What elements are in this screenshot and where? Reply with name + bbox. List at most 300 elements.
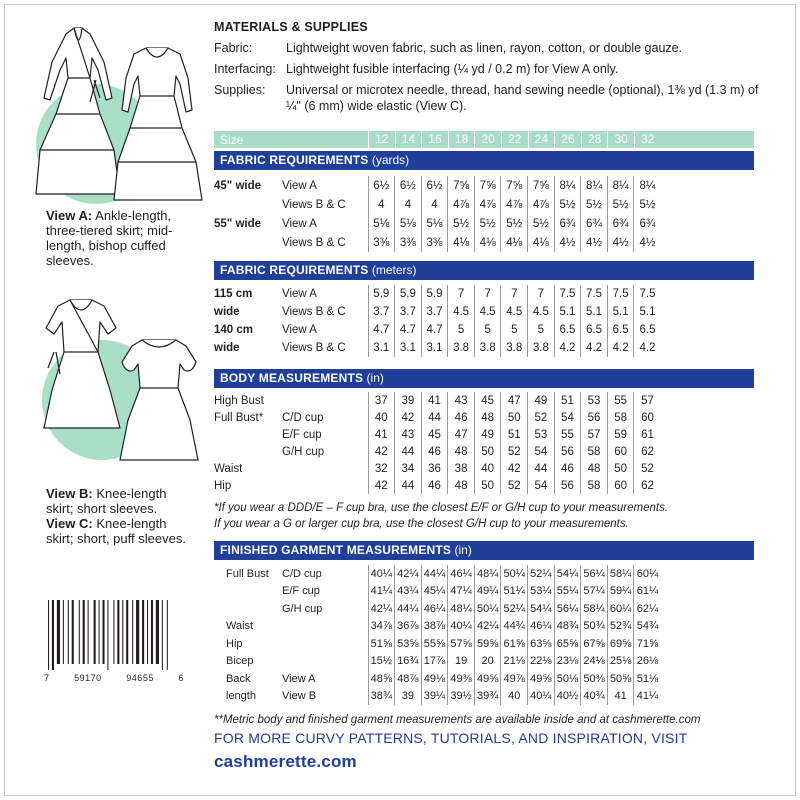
fabric-yards-title	[214, 151, 754, 170]
table-cell: 46	[554, 460, 581, 477]
table-row	[214, 426, 661, 443]
section-title: FABRIC REQUIREMENTS	[220, 153, 369, 167]
row-sublabel: View A	[282, 288, 317, 300]
table-cell: 40¼	[528, 688, 555, 706]
table-cell: 55	[554, 426, 581, 443]
table-cell: 3.1	[368, 339, 395, 357]
size-header-cell: 28	[581, 131, 608, 148]
size-header	[214, 131, 754, 148]
materials-text: Lightweight fusible interfacing (¼ yd / 0.2 m) for View A only.	[286, 62, 619, 76]
table-cell: 5	[528, 321, 555, 339]
barcode-digit-group: 59170	[74, 673, 102, 683]
table-cell: 5⅛	[368, 214, 395, 233]
table-cell: 61⅝	[501, 635, 528, 653]
table-cell: 5½	[607, 195, 634, 214]
table-cell: 54	[528, 443, 555, 460]
row-label: Waist	[226, 620, 254, 633]
row-label: Full Bust	[226, 567, 269, 580]
table-cell: 3.7	[395, 303, 422, 321]
materials-label: Supplies:	[214, 83, 266, 97]
table-cell: 4⅛	[474, 233, 501, 252]
table-cell: 7	[501, 285, 528, 303]
table-cell: 4⅛	[448, 233, 475, 252]
table-cell: 38	[448, 460, 475, 477]
table-cell: 47¼	[448, 583, 475, 601]
table-cell: 24⅛	[581, 653, 608, 671]
table-cell: 3.8	[474, 339, 501, 357]
view-c-title: View C:	[46, 516, 93, 531]
table-cell: 6½	[368, 176, 395, 195]
table-cell: 49⅛	[421, 670, 448, 688]
table-cell: 4.2	[607, 339, 634, 357]
table-cell: 3.8	[528, 339, 555, 357]
size-header-cell: 16	[421, 131, 448, 148]
table-cell: 4½	[634, 233, 661, 252]
table-cell: 40	[501, 688, 528, 706]
table-row	[214, 339, 661, 357]
table-cell: 4½	[554, 233, 581, 252]
row-sublabel: Views B & C	[282, 236, 346, 249]
table-cell: 39½	[448, 688, 475, 706]
materials-interfacing-row	[214, 61, 766, 77]
table-cell: 38¾	[368, 688, 395, 706]
table-cell: 44	[395, 477, 422, 494]
table-cell: 48⅝	[368, 670, 395, 688]
table-cell: 46	[421, 477, 448, 494]
table-cell: 4.5	[528, 303, 555, 321]
table-cell: 5½	[528, 214, 555, 233]
table-cell: 49⅜	[448, 670, 475, 688]
table-cell: 6¾	[554, 214, 581, 233]
cup-note-2: If you wear a G or larger cup bra, use the closest G/H cup to your measurements.	[214, 518, 629, 530]
table-cell: 56¼	[554, 600, 581, 618]
table-cell: 34⅞	[368, 618, 395, 636]
table-cell: 51¼	[501, 583, 528, 601]
table-cell: 4½	[607, 233, 634, 252]
table-cell: 60¼	[634, 565, 661, 583]
table-cell: 49⅝	[474, 670, 501, 688]
table-cell: 43	[448, 392, 475, 409]
table-cell: 3⅜	[368, 233, 395, 252]
row-label: 115 cm	[214, 288, 253, 300]
table-cell: 57	[634, 392, 661, 409]
table-cell: 17⅞	[421, 653, 448, 671]
row-sublabel: G/H cup	[282, 602, 323, 615]
table-cell: 41	[368, 426, 395, 443]
table-cell: 5⅛	[395, 214, 422, 233]
table-cell: 4⅛	[501, 233, 528, 252]
table-cell: 42	[501, 460, 528, 477]
table-row	[214, 176, 661, 195]
table-cell: 5⅛	[421, 214, 448, 233]
table-cell: 42	[368, 443, 395, 460]
barcode-digit-group: 7	[44, 673, 50, 683]
table-cell: 50¾	[581, 618, 608, 636]
table-cell: 37	[368, 392, 395, 409]
size-header-cell: 26	[554, 131, 581, 148]
view-a-text: Ankle-length, three-tiered skirt; mid-length, bishop cuffed sleeves.	[46, 208, 173, 268]
view-a-title: View A:	[46, 208, 93, 223]
table-cell: 53	[528, 426, 555, 443]
row-sublabel: Views B & C	[282, 342, 346, 354]
table-cell: 56	[554, 477, 581, 494]
table-cell: 46¼	[421, 600, 448, 618]
row-label: wide	[214, 342, 240, 354]
view-a-illustration	[30, 18, 206, 210]
table-cell: 61¼	[634, 583, 661, 601]
table-row	[214, 409, 661, 426]
table-cell: 52	[528, 409, 555, 426]
row-sublabel: C/D cup	[282, 411, 324, 424]
table-cell: 51	[501, 426, 528, 443]
table-cell: 4.7	[395, 321, 422, 339]
table-cell: 49	[528, 392, 555, 409]
row-sublabel: Views B & C	[282, 306, 346, 318]
row-sublabel	[282, 618, 368, 636]
table-cell: 62¼	[634, 600, 661, 618]
table-cell: 7	[448, 285, 475, 303]
materials-text: Universal or microtex needle, thread, hand sewing needle (optional), 1⅜ yd (1.3 m) of ¼" (6 mm) wide elastic (View C).	[286, 83, 759, 113]
table-row	[214, 321, 661, 339]
table-cell: 6.5	[554, 321, 581, 339]
table-cell: 6½	[421, 176, 448, 195]
table-cell: 49⅞	[501, 670, 528, 688]
table-cell: 39	[395, 392, 422, 409]
table-cell: 5	[448, 321, 475, 339]
table-cell: 4⅛	[528, 233, 555, 252]
table-cell: 5.9	[368, 285, 395, 303]
table-cell: 55	[607, 392, 634, 409]
table-cell: 19	[448, 653, 475, 671]
table-row	[214, 600, 661, 618]
table-cell: 58¼	[607, 565, 634, 583]
table-cell: 60	[607, 443, 634, 460]
section-unit: (in)	[454, 543, 472, 557]
table-row	[214, 477, 661, 494]
row-sublabel: G/H cup	[282, 445, 325, 458]
table-cell: 40	[368, 409, 395, 426]
table-cell: 58	[581, 443, 608, 460]
table-cell: 16¾	[395, 653, 422, 671]
row-sublabel	[282, 635, 368, 653]
row-label: 55" wide	[214, 217, 261, 230]
table-cell: 69⅝	[607, 635, 634, 653]
barcode-digit-group: 94655	[126, 673, 154, 683]
table-cell: 4.5	[474, 303, 501, 321]
table-cell: 56	[581, 409, 608, 426]
barcode	[48, 600, 182, 670]
body-measurements-title	[214, 369, 754, 388]
table-cell: 7⅝	[448, 176, 475, 195]
table-cell: 5.1	[634, 303, 661, 321]
table-cell: 49¼	[474, 583, 501, 601]
table-cell: 7	[474, 285, 501, 303]
table-cell: 4.2	[554, 339, 581, 357]
table-row	[214, 583, 661, 601]
table-cell: 56¼	[581, 565, 608, 583]
table-row	[214, 392, 661, 409]
table-cell: 48¼	[448, 600, 475, 618]
table-cell: 57⅝	[448, 635, 475, 653]
table-cell: 4.5	[501, 303, 528, 321]
table-cell: 5.1	[607, 303, 634, 321]
table-row	[214, 233, 661, 252]
table-cell: 34	[395, 460, 422, 477]
table-cell: 7.5	[607, 285, 634, 303]
table-cell: 42	[395, 409, 422, 426]
table-cell: 50	[607, 460, 634, 477]
table-cell: 4	[368, 195, 395, 214]
table-cell: 7	[528, 285, 555, 303]
table-cell: 50¼	[501, 565, 528, 583]
size-header-cell: 30	[607, 131, 634, 148]
view-a-description	[46, 208, 196, 268]
materials-fabric-row	[214, 40, 766, 56]
table-cell: 21⅛	[501, 653, 528, 671]
row-sublabel: C/D cup	[282, 567, 322, 580]
table-cell: 63⅝	[528, 635, 555, 653]
table-cell: 59⅝	[474, 635, 501, 653]
table-cell: 54¼	[554, 565, 581, 583]
table-cell: 3⅜	[421, 233, 448, 252]
table-cell: 50⅛	[554, 670, 581, 688]
table-cell: 59	[607, 426, 634, 443]
table-cell: 50¼	[474, 600, 501, 618]
table-cell: 7.5	[554, 285, 581, 303]
table-cell: 40¼	[448, 618, 475, 636]
table-cell: 25⅛	[607, 653, 634, 671]
table-cell: 40¼	[368, 565, 395, 583]
table-cell: 61	[634, 426, 661, 443]
table-cell: 58¼	[581, 600, 608, 618]
table-cell: 41¼	[634, 688, 661, 706]
metric-footnote: **Metric body and finished garment measurements are available inside and at cashmerette.com	[214, 714, 701, 726]
table-cell: 52	[501, 443, 528, 460]
table-cell: 41	[421, 392, 448, 409]
size-header-cell: 22	[501, 131, 528, 148]
table-cell: 54	[528, 477, 555, 494]
row-sublabel: View A	[282, 672, 316, 685]
row-label: Hip	[214, 479, 232, 492]
table-cell: 5.1	[581, 303, 608, 321]
row-label: wide	[214, 306, 240, 318]
table-cell: 67⅝	[581, 635, 608, 653]
table-cell: 4⅞	[528, 195, 555, 214]
table-cell: 51⅝	[368, 635, 395, 653]
table-cell: 50	[474, 443, 501, 460]
table-cell: 5.9	[395, 285, 422, 303]
table-cell: 7⅝	[474, 176, 501, 195]
table-cell: 43	[395, 426, 422, 443]
table-cell: 4.2	[634, 339, 661, 357]
table-cell: 49	[474, 426, 501, 443]
table-row	[214, 688, 661, 706]
table-cell: 39	[395, 688, 422, 706]
row-sublabel	[282, 392, 368, 409]
table-cell: 48	[448, 477, 475, 494]
table-row	[214, 618, 661, 636]
table-cell: 50⅜	[581, 670, 608, 688]
table-row	[214, 460, 661, 477]
row-sublabel: E/F cup	[282, 585, 320, 598]
table-cell: 7⅝	[501, 176, 528, 195]
table-row	[214, 214, 661, 233]
row-label: Back	[226, 672, 251, 685]
row-label	[214, 233, 282, 252]
fabric-meters-table	[214, 285, 661, 357]
size-header-cell: 24	[528, 131, 555, 148]
section-title: FINISHED GARMENT MEASUREMENTS	[220, 543, 452, 557]
size-header-cell: 18	[448, 131, 475, 148]
table-cell: 46	[421, 443, 448, 460]
table-cell: 54¼	[528, 600, 555, 618]
table-cell: 57¼	[581, 583, 608, 601]
row-label: Bicep	[226, 655, 254, 668]
table-cell: 3.1	[395, 339, 422, 357]
table-cell: 53⅝	[395, 635, 422, 653]
table-cell: 42¼	[368, 600, 395, 618]
table-cell: 58	[581, 477, 608, 494]
table-cell: 36⅞	[395, 618, 422, 636]
table-cell: 4⅞	[448, 195, 475, 214]
table-row	[214, 285, 661, 303]
table-cell: 4	[421, 195, 448, 214]
table-cell: 45	[474, 392, 501, 409]
row-label	[214, 443, 282, 460]
table-cell: 3⅜	[395, 233, 422, 252]
view-b-text: Knee-length skirt; short sleeves.	[46, 486, 167, 516]
table-cell: 8¼	[634, 176, 661, 195]
table-cell: 52	[634, 460, 661, 477]
table-cell: 44	[421, 409, 448, 426]
row-sublabel	[282, 460, 368, 477]
table-cell: 46¼	[528, 618, 555, 636]
table-cell: 4.7	[421, 321, 448, 339]
table-cell: 48	[581, 460, 608, 477]
table-cell: 48¾	[554, 618, 581, 636]
website-link[interactable]: cashmerette.com	[214, 752, 357, 771]
table-cell: 62	[634, 477, 661, 494]
row-label	[214, 583, 282, 601]
table-cell: 5½	[581, 195, 608, 214]
table-cell: 5½	[634, 195, 661, 214]
table-cell: 51	[554, 392, 581, 409]
row-label: Full Bust*	[214, 411, 264, 424]
table-cell: 57	[581, 426, 608, 443]
size-label: Size	[220, 132, 244, 147]
table-cell: 40	[474, 460, 501, 477]
table-cell: 58	[607, 409, 634, 426]
table-cell: 3.7	[421, 303, 448, 321]
row-sublabel: View A	[282, 217, 317, 230]
table-cell: 43¼	[395, 583, 422, 601]
table-cell: 60¼	[607, 600, 634, 618]
barcode-digit-group: 6	[178, 673, 184, 683]
table-cell: 20	[474, 653, 501, 671]
table-cell: 71⅝	[634, 635, 661, 653]
row-label: Waist	[214, 462, 243, 475]
table-cell: 44	[395, 443, 422, 460]
row-sublabel: E/F cup	[282, 428, 322, 441]
table-cell: 65⅝	[554, 635, 581, 653]
table-cell: 23⅛	[554, 653, 581, 671]
table-cell: 52	[501, 477, 528, 494]
size-header-cell: 12	[368, 131, 395, 148]
table-cell: 53	[581, 392, 608, 409]
row-sublabel: View B	[282, 690, 317, 703]
table-cell: 47	[448, 426, 475, 443]
table-cell: 7⅝	[528, 176, 555, 195]
table-cell: 6¾	[634, 214, 661, 233]
table-cell: 44¼	[421, 565, 448, 583]
table-cell: 6¾	[581, 214, 608, 233]
row-sublabel: View A	[282, 179, 317, 192]
table-cell: 52¼	[501, 600, 528, 618]
body-measurements-table	[214, 392, 661, 494]
materials-label: Fabric:	[214, 41, 253, 55]
table-cell: 39¼	[421, 688, 448, 706]
table-cell: 7.5	[581, 285, 608, 303]
table-cell: 48⅞	[395, 670, 422, 688]
table-cell: 7.5	[634, 285, 661, 303]
section-unit: (yards)	[371, 153, 410, 167]
table-cell: 56	[554, 443, 581, 460]
table-cell: 42¼	[395, 565, 422, 583]
table-cell: 3.7	[368, 303, 395, 321]
barcode-digits	[44, 673, 184, 683]
table-cell: 5.1	[554, 303, 581, 321]
table-cell: 5	[501, 321, 528, 339]
finished-measurements-table	[214, 565, 661, 705]
row-sublabel	[282, 477, 368, 494]
table-cell: 42	[368, 477, 395, 494]
table-cell: 50	[474, 477, 501, 494]
row-sublabel	[282, 653, 368, 671]
table-cell: 41	[607, 688, 634, 706]
materials-label: Interfacing:	[214, 62, 276, 76]
finished-measurements-title	[214, 541, 754, 560]
table-cell: 6.5	[634, 321, 661, 339]
row-label	[214, 426, 282, 443]
table-cell: 39¾	[474, 688, 501, 706]
table-row	[214, 635, 661, 653]
table-cell: 48¼	[474, 565, 501, 583]
table-cell: 44¼	[395, 600, 422, 618]
table-cell: 55¼	[554, 583, 581, 601]
table-cell: 60	[607, 477, 634, 494]
fabric-meters-title	[214, 261, 754, 280]
materials-title: MATERIALS & SUPPLIES	[214, 20, 368, 34]
table-cell: 62	[634, 443, 661, 460]
table-cell: 50⅝	[607, 670, 634, 688]
view-bc-illustration	[30, 290, 206, 470]
table-row	[214, 565, 661, 583]
table-row	[214, 195, 661, 214]
promo-text: FOR MORE CURVY PATTERNS, TUTORIALS, AND INSPIRATION, VISIT	[214, 730, 688, 746]
table-cell: 42¼	[474, 618, 501, 636]
cup-note-1: *If you wear a DDD/E – F cup bra, use the closest E/F or G/H cup to your measurements.	[214, 502, 669, 514]
table-cell: 52¼	[528, 565, 555, 583]
table-cell: 4.5	[448, 303, 475, 321]
table-cell: 6.5	[607, 321, 634, 339]
table-cell: 50	[501, 409, 528, 426]
table-cell: 8¼	[607, 176, 634, 195]
table-cell: 4.2	[581, 339, 608, 357]
table-cell: 4½	[581, 233, 608, 252]
table-cell: 53¼	[528, 583, 555, 601]
table-cell: 55⅝	[421, 635, 448, 653]
table-cell: 4⅞	[501, 195, 528, 214]
